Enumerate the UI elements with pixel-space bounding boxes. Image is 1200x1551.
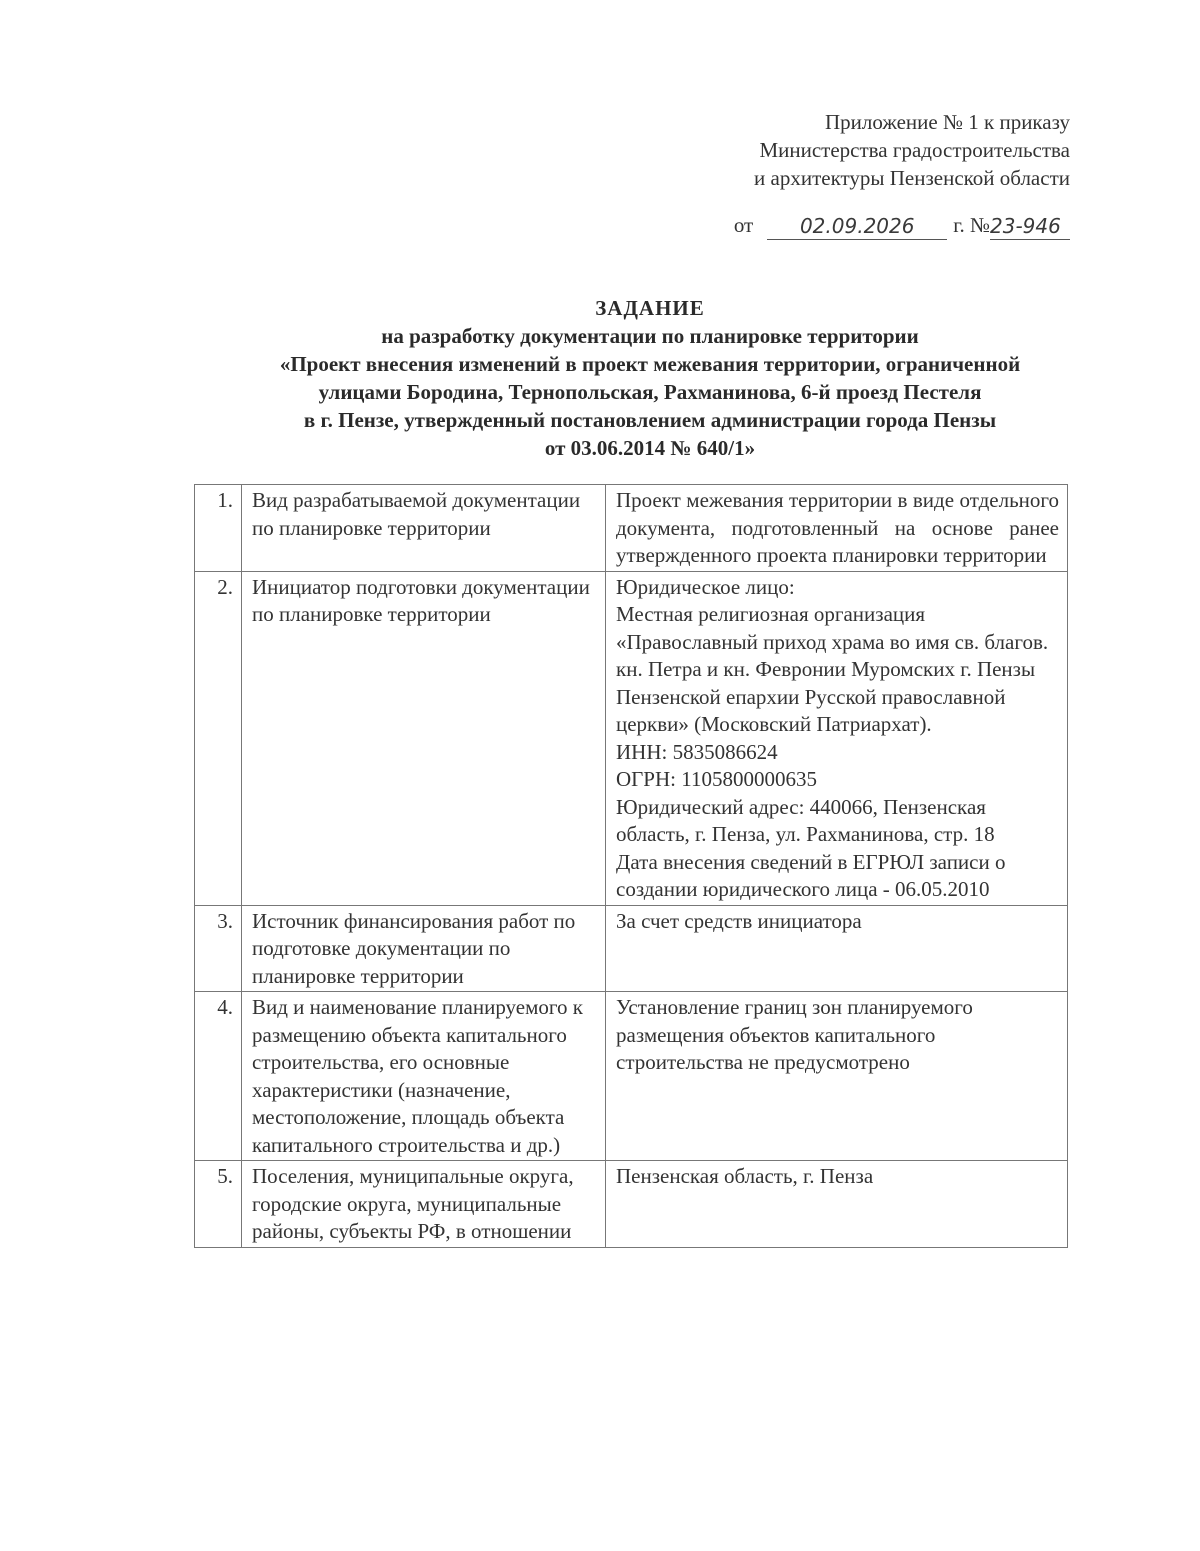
document-title xyxy=(150,294,1150,462)
row-number: 3. xyxy=(195,905,242,992)
row-number: 2. xyxy=(195,571,242,905)
order-number-handwritten: 23-946 xyxy=(990,213,1070,240)
row-value-line: За счет средств инициатора xyxy=(616,908,862,933)
table-row xyxy=(195,571,1068,905)
table-row xyxy=(195,485,1068,572)
row-value-line: Местная религиозная организация «Православный приход храма во имя св. благов. кн. Петра и кн. Февронии Муромских г. Пензы Пензенской епархии Русской православной церкви» (Московский Патриархат). xyxy=(616,602,1049,736)
order-reference xyxy=(734,210,1070,240)
row-value xyxy=(606,992,1068,1161)
specification-table xyxy=(194,484,1068,1248)
row-label: Вид и наименование планируемого к размещению объекта капитального строительства, его основные характеристики (назначение, местоположение, площадь объекта капитального строительства и др.) xyxy=(242,992,606,1161)
row-label: Вид разрабатываемой документации по планировке территории xyxy=(242,485,606,572)
row-value-line: Проект межевания территории в виде отдельного документа, подготовленный на основе ранее утвержденного проекта планировки территории xyxy=(616,488,1059,567)
title-line-5: от 03.06.2014 № 640/1» xyxy=(544,436,756,460)
row-value xyxy=(606,571,1068,905)
title-line-4: в г. Пензе, утвержденный постановлением администрации города Пензы xyxy=(303,408,997,432)
row-number: 5. xyxy=(195,1161,242,1248)
appendix-line-1: Приложение № 1 к приказу xyxy=(825,110,1070,134)
title-line-2: «Проект внесения изменений в проект межевания территории, ограниченной xyxy=(279,352,1021,376)
appendix-header xyxy=(754,108,1070,192)
title-heading: ЗАДАНИЕ xyxy=(595,296,705,320)
row-label: Источник финансирования работ по подготовке документации по планировке территории xyxy=(242,905,606,992)
table-row xyxy=(195,992,1068,1161)
row-value-line: ИНН: 5835086624 xyxy=(616,739,778,764)
title-line-1: на разработку документации по планировке территории xyxy=(381,324,919,348)
row-value-line: Юридический адрес: 440066, Пензенская область, г. Пенза, ул. Рахманинова, стр. 18 xyxy=(616,794,995,846)
row-number: 1. xyxy=(195,485,242,572)
row-label: Инициатор подготовки документации по планировке территории xyxy=(242,571,606,905)
order-year-suffix: г. № xyxy=(953,213,990,237)
row-number: 4. xyxy=(195,992,242,1161)
table-row xyxy=(195,905,1068,992)
order-date-handwritten: 02.09.2026 xyxy=(767,213,947,240)
row-value-line: Пензенская область, г. Пенза xyxy=(616,1164,874,1188)
order-prefix: от xyxy=(733,213,754,237)
row-label: Поселения, муниципальные округа, городские округа, муниципальные районы, субъекты РФ, в отношении xyxy=(242,1161,606,1248)
row-value-line: ОГРН: 1105800000635 xyxy=(616,767,817,791)
title-line-3: улицами Бородина, Тернопольская, Рахманинова, 6-й проезд Пестеля xyxy=(318,380,982,404)
row-value xyxy=(606,485,1068,572)
row-value-line: Установление границ зон планируемого размещения объектов капитального строительства не предусмотрено xyxy=(616,995,973,1074)
row-value xyxy=(606,1161,1068,1248)
appendix-line-2: Министерства градостроительства xyxy=(759,138,1070,162)
table-row xyxy=(195,1161,1068,1248)
appendix-line-3: и архитектуры Пензенской области xyxy=(754,166,1070,190)
row-value-line: Дата внесения сведений в ЕГРЮЛ записи о создании юридического лица - 06.05.2010 xyxy=(616,849,1006,901)
row-value-line: Юридическое лицо: xyxy=(616,574,795,599)
row-value xyxy=(606,905,1068,992)
